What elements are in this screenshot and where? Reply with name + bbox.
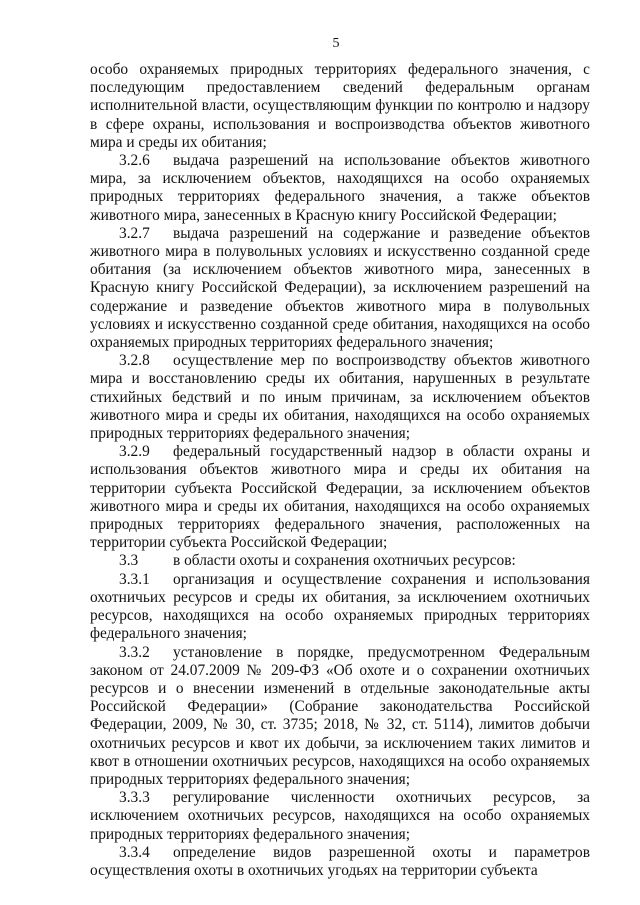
paragraph-text: выдача разрешений на использование объектов животного мира, за исключением объектов, находящихся на особо охраняемых природных территориях федерального значения, а также объектов животного мира, занесенных в Красную книгу Российской Федерации; <box>90 152 590 224</box>
paragraph-3-3 <box>90 552 590 570</box>
paragraph-continuation <box>90 61 590 152</box>
clause-number: 3.3.3 <box>119 789 150 807</box>
paragraph-3-2-6 <box>90 152 590 225</box>
paragraph-3-3-2 <box>90 644 590 790</box>
paragraph-text: федеральный государственный надзор в области охраны и использования объектов животного мира и среды их обитания на территории субъекта Российской Федерации, за исключением объектов животного мира и среды их обитания, находящихся на особо охраняемых природных территориях федерального значения, расположенных на территории субъекта Российской Федерации; <box>90 443 590 552</box>
paragraph-3-2-9 <box>90 443 590 552</box>
paragraph-text: выдача разрешений на содержание и разведение объектов животного мира в полувольных условиях и искусственно созданной среде обитания (за исключением объектов животного мира, занесенных в Красную книгу Российской Федерации), за исключением разрешений на содержание и разведение объектов животного мира в полувольных условиях и искусственно созданной среде обитания, находящихся на особо охраняемых природных территориях федерального значения; <box>90 224 590 352</box>
clause-number: 3.2.6 <box>119 152 150 170</box>
paragraph-text: установление в порядке, предусмотренном Федеральным законом от 24.07.2009 № 209-ФЗ «Об охоте и о сохранении охотничьих ресурсов и о внесении изменений в отдельные законодательные акты Российской Федерации» (Собрание законодательства Российской Федерации, 2009, № 30, ст. 3735; 2018, № 32, ст. 5114), лимитов добычи охотничьих ресурсов и квот их добычи, за исключением таких лимитов и квот в отношении охотничьих ресурсов, находящихся на особо охраняемых природных территориях федерального значения; <box>90 643 590 788</box>
clause-number: 3.2.9 <box>119 443 150 461</box>
paragraph-text: организация и осуществление сохранения и использования охотничьих ресурсов и среды их обитания, за исключением охотничьих ресурсов, находящихся на особо охраняемых природных территориях федерального значения; <box>90 570 590 643</box>
page-number: 5 <box>332 36 340 51</box>
paragraph-3-3-4 <box>90 844 590 880</box>
paragraph-text: определение видов разрешенной охоты и параметров осуществления охоты в охотничьих угодьях на территории субъекта <box>90 843 590 879</box>
paragraph-3-2-7 <box>90 225 590 352</box>
clause-number: 3.3 <box>119 552 139 570</box>
paragraph-text: регулирование численности охотничьих ресурсов, за исключением охотничьих ресурсов, находящихся на особо охраняемых природных территориях федерального значения; <box>90 789 590 843</box>
paragraph-3-2-8 <box>90 352 590 443</box>
paragraph-3-3-3 <box>90 789 590 844</box>
clause-number: 3.3.4 <box>119 843 150 861</box>
paragraph-text: особо охраняемых природных территориях федерального значения, с последующим предоставлением сведений федеральным органам исполнительной власти, осуществляющим функции по контролю и надзору в сфере охраны, использования и воспроизводства объектов животного мира и среды их обитания; <box>90 61 590 151</box>
clause-number: 3.2.7 <box>119 224 150 242</box>
clause-number: 3.3.2 <box>119 643 150 661</box>
paragraph-3-3-1 <box>90 571 590 644</box>
clause-number: 3.3.1 <box>119 570 150 588</box>
paragraph-text: осуществление мер по воспроизводству объектов животного мира и восстановлению среды их обитания, нарушенных в результате стихийных бедствий и по иным причинам, за исключением объектов животного мира и среды их обитания, находящихся на особо охраняемых природных территориях федерального значения; <box>90 352 590 443</box>
clause-number: 3.2.8 <box>119 352 150 370</box>
paragraph-text: в области охоты и сохранения охотничьих ресурсов: <box>173 552 516 570</box>
